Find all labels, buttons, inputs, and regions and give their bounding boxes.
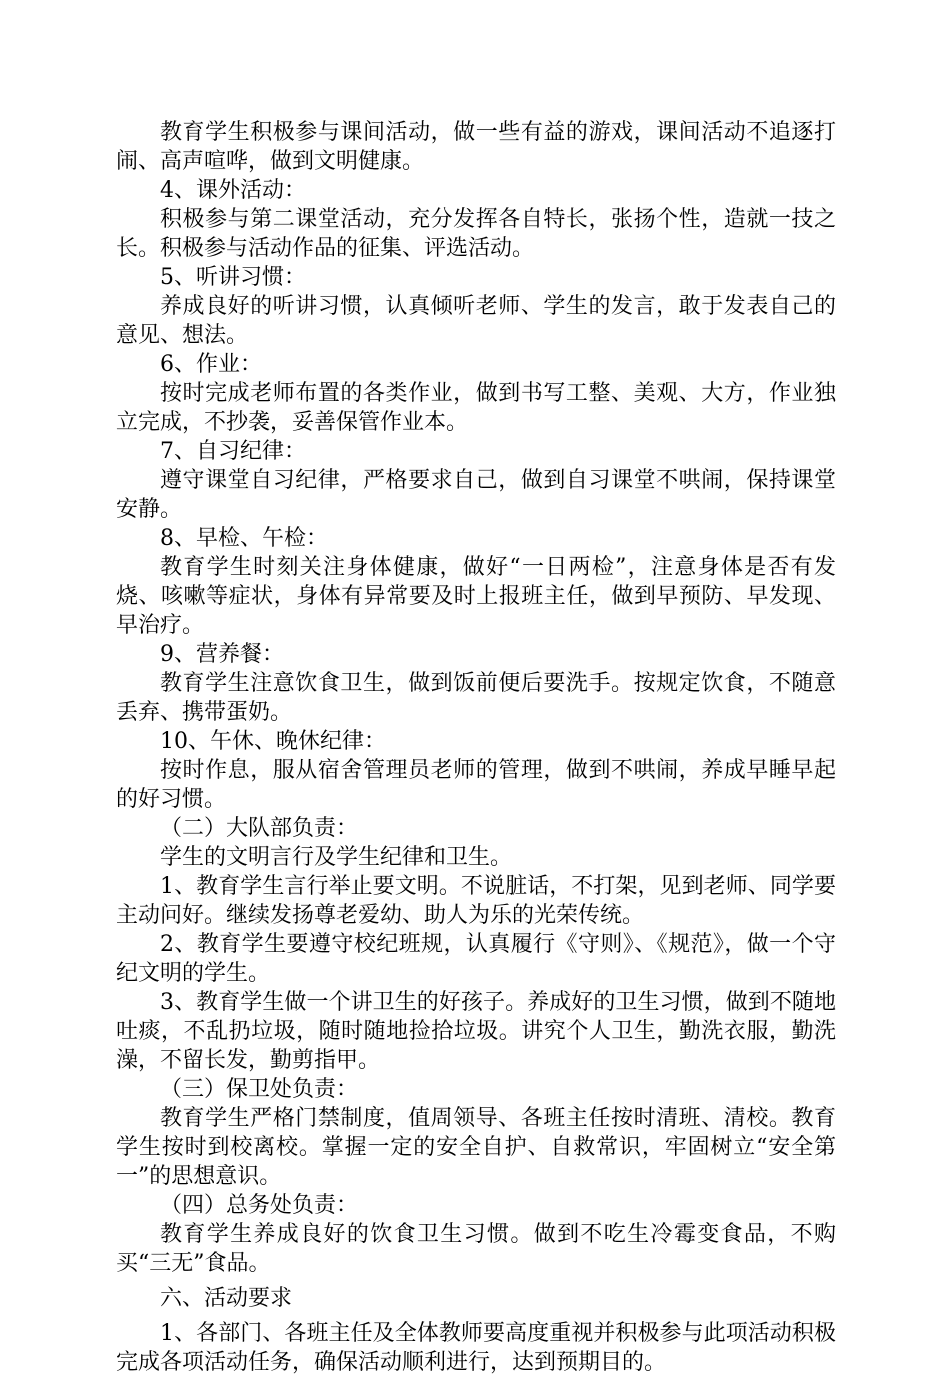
paragraph: 1、各部门、各班主任及全体教师要高度重视并积极参与此项活动积极完成各项活动任务，确保活动顺利进行，达到预期目的。: [116, 1321, 836, 1375]
paragraph: 积极参与第二课堂活动，充分发挥各自特长，张扬个性，造就一技之长。积极参与活动作品的征集、评选活动。: [116, 207, 836, 261]
paragraph: 教育学生积极参与课间活动，做一些有益的游戏，课间活动不追逐打闹、高声喧哗，做到文明健康。: [116, 120, 836, 174]
paragraph: 教育学生严格门禁制度，值周领导、各班主任按时清班、清校。教育学生按时到校离校。掌握一定的安全自护、自救常识，牢固树立“安全第一”的思想意识。: [116, 1106, 836, 1189]
paragraph: 学生的文明言行及学生纪律和卫生。: [160, 845, 513, 870]
item-heading: 5、听讲习惯：: [160, 265, 306, 290]
item-heading: 10、午休、晚休纪律：: [160, 729, 386, 754]
item-heading: 7、自习纪律：: [160, 439, 306, 464]
subsection-heading: （四）总务处负责：: [160, 1193, 359, 1218]
paragraph: 教育学生注意饮食卫生，做到饭前便后要洗手。按规定饮食，不随意丢弃、携带蛋奶。: [116, 671, 836, 725]
paragraph: 2、教育学生要遵守校纪班规，认真履行《守则》、《规范》，做一个守纪文明的学生。: [116, 932, 836, 986]
item-heading: 4、课外活动：: [160, 178, 306, 203]
paragraph: 1、教育学生言行举止要文明。不说脏话，不打架，见到老师、同学要主动问好。继续发扬尊老爱幼、助人为乐的光荣传统。: [116, 874, 836, 928]
document-body: [116, 118, 836, 1377]
paragraph: 3、教育学生做一个讲卫生的好孩子。养成好的卫生习惯，做到不随地吐痰，不乱扔垃圾，随时随地捡拾垃圾。讲究个人卫生，勤洗衣服，勤洗澡，不留长发，勤剪指甲。: [116, 990, 836, 1073]
paragraph: 养成良好的听讲习惯，认真倾听老师、学生的发言，敢于发表自己的意见、想法。: [116, 294, 836, 348]
subsection-heading: （二）大队部负责：: [160, 816, 359, 841]
paragraph: 教育学生养成良好的饮食卫生习惯。做到不吃生冷霉变食品，不购买“三无”食品。: [116, 1222, 836, 1276]
section-heading: 六、活动要求: [160, 1286, 293, 1311]
paragraph: 按时作息，服从宿舍管理员老师的管理，做到不哄闹，养成早睡早起的好习惯。: [116, 758, 836, 812]
paragraph: 按时完成老师布置的各类作业，做到书写工整、美观、大方，作业独立完成，不抄袭，妥善保管作业本。: [116, 381, 836, 435]
item-heading: 8、早检、午检：: [160, 526, 328, 551]
paragraph: 教育学生时刻关注身体健康，做好“一日两检”，注意身体是否有发烧、咳嗽等症状，身体有异常要及时上报班主任，做到早预防、早发现、早治疗。: [116, 555, 836, 638]
subsection-heading: （三）保卫处负责：: [160, 1077, 359, 1102]
item-heading: 6、作业：: [160, 352, 262, 377]
paragraph: 遵守课堂自习纪律，严格要求自己，做到自习课堂不哄闹，保持课堂安静。: [116, 468, 836, 522]
item-heading: 9、营养餐：: [160, 642, 284, 667]
